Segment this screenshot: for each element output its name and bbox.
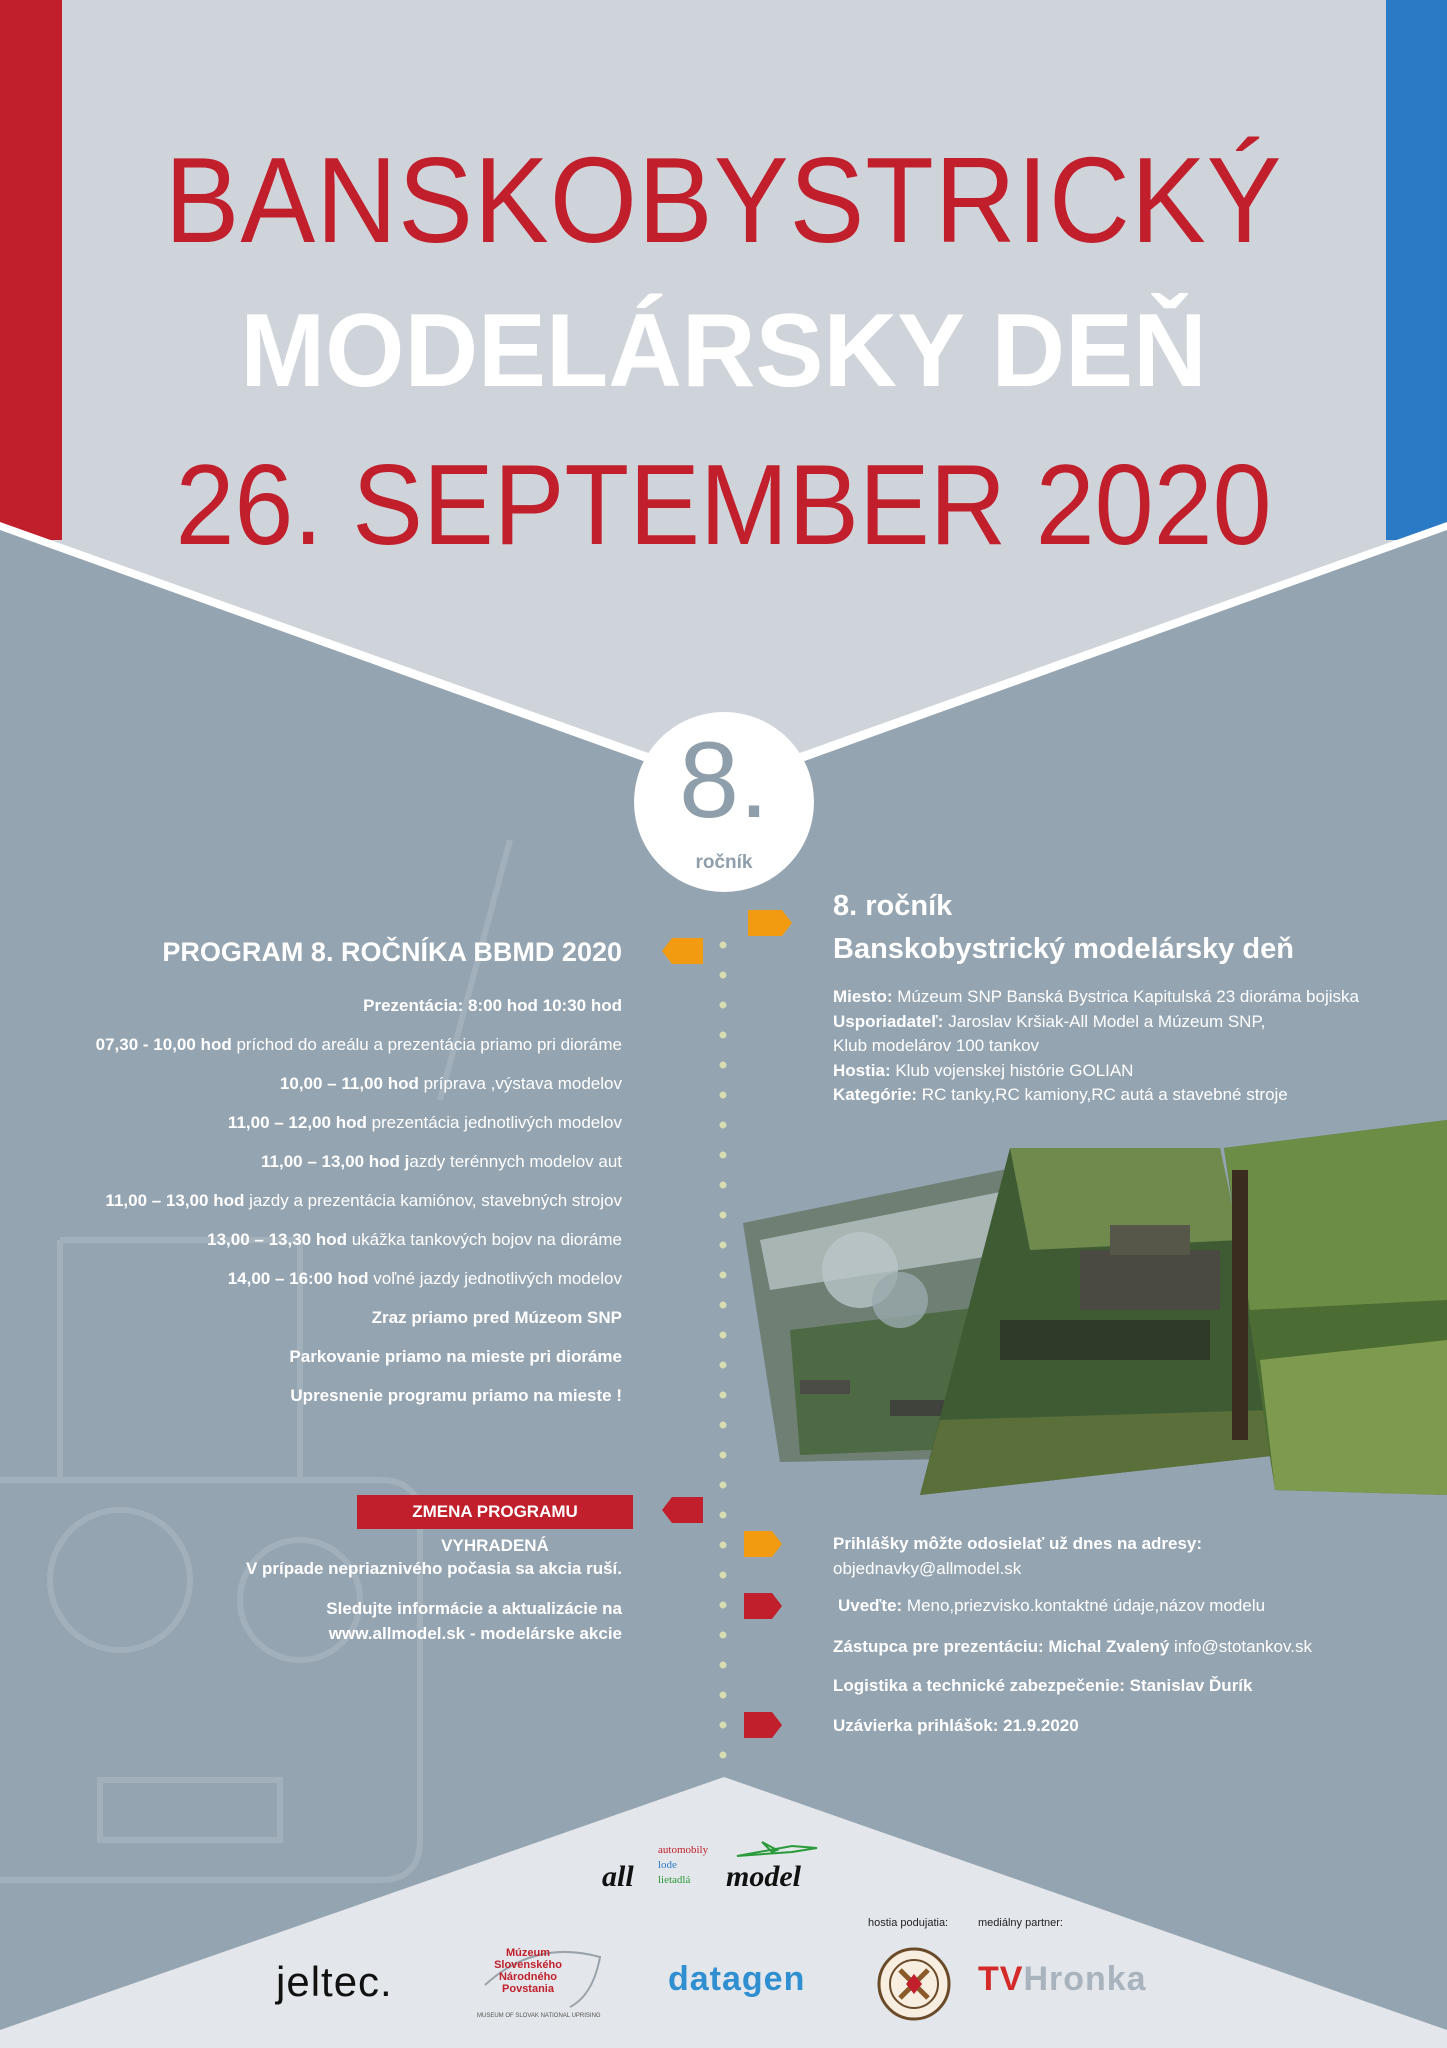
program-title: PROGRAM 8. ROČNÍKA BBMD 2020 bbox=[162, 937, 622, 967]
edition-label: ročník bbox=[695, 852, 753, 873]
schedule-item: 13,00 – 13,30 hod ukážka tankových bojov na dioráme bbox=[207, 1230, 622, 1249]
schedule-item: 11,00 – 13,00 hod jazdy a prezentácia kamiónov, stavebných strojov bbox=[105, 1191, 622, 1210]
golian-club-emblem-icon bbox=[876, 1946, 952, 2022]
program-note: Parkovanie priamo na mieste pri dioráme bbox=[289, 1347, 622, 1366]
schedule-item: Prezentácia: 8:00 hod 10:30 hod bbox=[363, 996, 622, 1015]
jeltec-logo: jeltec. bbox=[276, 1958, 393, 2005]
airplane-icon bbox=[732, 1838, 822, 1860]
schedule-item: 14,00 – 16:00 hod voľné jazdy jednotlivých modelov bbox=[227, 1269, 622, 1288]
media-caption: mediálny partner: bbox=[978, 1917, 1063, 1929]
schedule-item: 10,00 – 11,00 hod príprava ,výstava modelov bbox=[279, 1074, 622, 1093]
event-edition: 8. ročník bbox=[833, 890, 953, 922]
event-name: Banskobystrický modelársky deň bbox=[833, 933, 1294, 965]
detail-guests: Hostia: Klub vojenskej histórie GOLIAN bbox=[833, 1060, 1134, 1080]
detail-organizer: Usporiadateľ: Jaroslav Kršiak-All Model a Múzeum SNP, bbox=[833, 1011, 1266, 1031]
schedule-item: 11,00 – 13,00 hod jazdy terénnych modelov aut bbox=[261, 1152, 622, 1171]
title-line-2: MODELÁRSKY DEŇ bbox=[240, 293, 1207, 409]
schedule-item: 11,00 – 12,00 hod prezentácia jednotlivých modelov bbox=[227, 1113, 622, 1132]
tv-hronka-logo: TVHronka bbox=[978, 1960, 1147, 1998]
follow-line-1: Sledujte informácie a aktualizácie na bbox=[326, 1599, 622, 1618]
deadline: Uzávierka prihlášok: 21.9.2020 bbox=[833, 1716, 1079, 1735]
detail-organizer-cont: Klub modelárov 100 tankov bbox=[833, 1036, 1040, 1056]
signup-email[interactable]: objednavky@allmodel.sk bbox=[833, 1559, 1022, 1578]
detail-categories: Kategórie: RC tanky,RC kamiony,RC autá a stavebné stroje bbox=[833, 1085, 1288, 1105]
allmodel-logo: all automobily lode lietadlá model bbox=[602, 1838, 852, 1898]
edition-badge bbox=[634, 712, 814, 892]
program-schedule bbox=[22, 995, 622, 1424]
representative: Zástupca pre prezentáciu: Michal Zvalený info@stotankov.sk bbox=[833, 1637, 1312, 1656]
program-change-label: ZMENA PROGRAMU VYHRADENÁ bbox=[357, 1495, 633, 1529]
follow-link[interactable]: www.allmodel.sk - modelárske akcie bbox=[328, 1624, 622, 1643]
title-date: 26. SEPTEMBER 2020 bbox=[175, 442, 1272, 569]
detail-place: Miesto: Múzeum SNP Banská Bystrica Kapitulská 23 dioráma bojiska bbox=[833, 987, 1359, 1006]
hosts-caption: hostia podujatia: bbox=[868, 1917, 949, 1929]
schedule-item: 07,30 - 10,00 hod príchod do areálu a prezentácia priamo pri dioráme bbox=[95, 1035, 622, 1054]
signup-label: Prihlášky môžte odosielať už dnes na adresy: bbox=[833, 1534, 1203, 1553]
event-details bbox=[833, 985, 1433, 1108]
edition-number: 8. bbox=[678, 719, 770, 840]
program-note: Upresnenie programu priamo na mieste ! bbox=[290, 1386, 622, 1405]
follow-info bbox=[22, 1596, 622, 1646]
state-info: Uveďte: Meno,priezvisko.kontaktné údaje,názov modelu bbox=[838, 1596, 1266, 1615]
datagen-logo: datagen bbox=[668, 1960, 806, 1998]
logistics: Logistika a technické zabezpečenie: Stanislav Ďurík bbox=[833, 1676, 1253, 1695]
weather-note: V prípade nepriaznivého počasia sa akcia ruší. bbox=[245, 1559, 622, 1578]
title-line-1: BANSKOBYSTRICKÝ bbox=[164, 132, 1283, 268]
representative-email[interactable]: info@stotankov.sk bbox=[1169, 1637, 1312, 1656]
muzeum-snp-logo: Múzeum Slovenského Národného Povstania MUSEUM OF SLOVAK NATIONAL UPRISING bbox=[475, 1945, 605, 2025]
program-note: Zraz priamo pred Múzeom SNP bbox=[371, 1308, 622, 1327]
